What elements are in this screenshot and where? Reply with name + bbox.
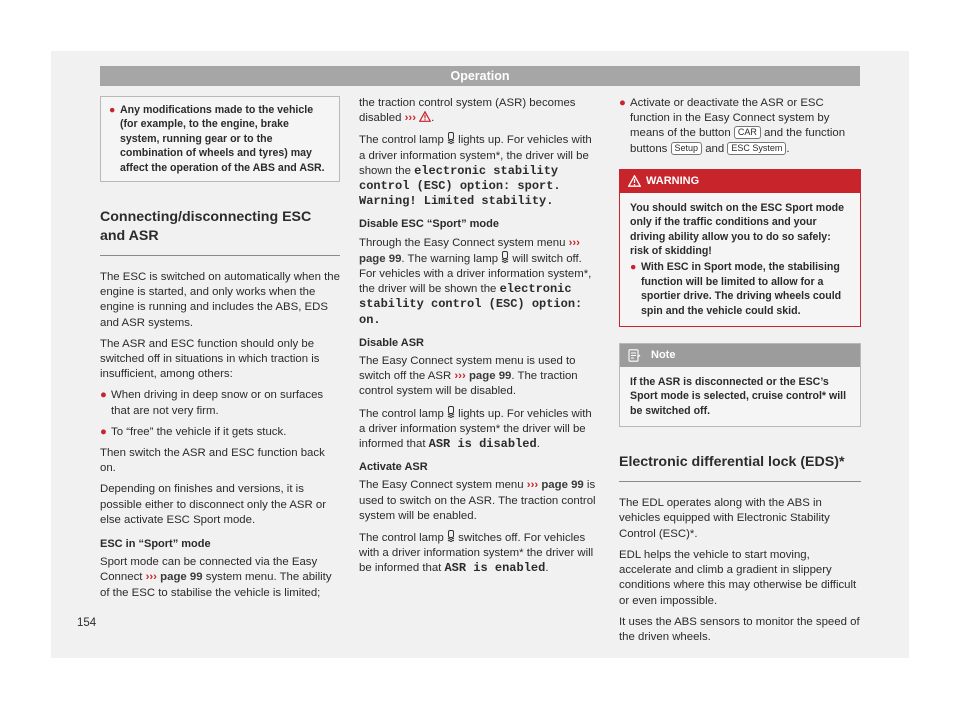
note-box xyxy=(619,343,861,427)
text: Activate or deactivate the ASR or ESC function in the Easy Connect system by means of the button xyxy=(630,97,830,140)
warning-bullet-text: With ESC in Sport mode, the stabilising function will be limited to allow for a sportier drive. The driving wheels could spin and the vehicle could skid. xyxy=(641,261,842,317)
text: the traction control system (ASR) becomes disabled xyxy=(359,97,576,125)
warning-body xyxy=(620,193,860,326)
paragraph xyxy=(359,478,601,524)
reference-page: page 99 xyxy=(359,252,402,265)
paragraph: The ASR and ESC function should only be switched off in situations in which traction is insufficient, among others: xyxy=(100,337,320,381)
text: Sport mode can be connected via the Easy Connect xyxy=(100,556,318,584)
text: The control lamp xyxy=(359,134,447,147)
column-2 xyxy=(359,96,601,583)
page-header xyxy=(100,66,860,86)
display-message: ASR is enabled xyxy=(444,561,546,576)
text: The control lamp xyxy=(359,407,447,420)
subheading: Disable ESC “Sport” mode xyxy=(359,218,499,231)
bullet-icon: ● xyxy=(630,261,637,274)
text: lights up. For vehicles with a driver information system* the driver will be informed that xyxy=(359,407,592,451)
esc-lamp-icon xyxy=(447,530,455,542)
paragraph: EDL helps the vehicle to start moving, accelerate and climb a gradient in slippery conditions where this may otherwise be difficult or even impossible. xyxy=(619,548,857,607)
note-text: If the ASR is disconnected or the ESC’s Sport mode is selected, cruise control* will be switched off. xyxy=(630,376,847,417)
paragraph: Then switch the ASR and ESC function back on. xyxy=(100,447,325,475)
subheading: Disable ASR xyxy=(359,336,425,349)
text: lights up. For vehicles with a driver information system*, the driver will be shown the xyxy=(359,134,592,177)
text: The Easy Connect system menu is used to switch off the ASR xyxy=(359,355,576,383)
reference-arrow-icon: ››› xyxy=(404,112,416,125)
text: . The traction control system will be disabled. xyxy=(359,370,578,398)
bullet-icon: ● xyxy=(100,389,107,402)
warning-title: WARNING xyxy=(646,174,700,187)
column-1 xyxy=(100,96,340,607)
note-body xyxy=(620,367,860,426)
text: . xyxy=(786,142,790,155)
list-item-text: To “free” the vehicle if it gets stuck. xyxy=(111,425,287,438)
reference-arrow-icon: ››› xyxy=(454,370,466,383)
note-title: Note xyxy=(651,349,676,362)
paragraph: The EDL operates along with the ABS in vehicles equipped with Electronic Stability Control (ESC)*. xyxy=(619,497,830,540)
esc-lamp-icon xyxy=(447,406,455,418)
text: Through the Easy Connect system menu xyxy=(359,236,569,249)
paragraph: the traction control system (ASR) becomes disabled ››› . xyxy=(359,97,576,125)
text: system menu. The ability of the ESC to stabilise the vehicle is limited; xyxy=(100,571,332,599)
warning-triangle-icon xyxy=(628,175,641,187)
display-message: electronic stability control (ESC) option: sport. Warning! Limited stability. xyxy=(359,163,561,209)
section-title: Operation xyxy=(450,69,510,83)
text: . xyxy=(536,438,540,451)
reference-arrow-icon: ››› xyxy=(568,236,580,249)
subheading: Activate ASR xyxy=(359,461,428,474)
column-3 xyxy=(619,96,861,651)
setup-key[interactable]: Setup xyxy=(671,142,703,155)
bullet-icon: ● xyxy=(109,104,116,116)
warning-box xyxy=(619,169,861,327)
text: . xyxy=(545,562,549,575)
list-item-text: When driving in deep snow or on surfaces that are not very firm. xyxy=(111,389,324,417)
display-message: electronic stability control (ESC) option: on. xyxy=(359,282,583,327)
reference-arrow-icon: ››› xyxy=(145,571,157,584)
display-message: ASR is disabled xyxy=(428,437,537,452)
page-reference-link[interactable] xyxy=(454,370,511,382)
text: and the function buttons xyxy=(630,127,846,155)
list-item-text xyxy=(630,96,861,157)
paragraph xyxy=(359,236,601,328)
page-reference-link[interactable] xyxy=(146,571,203,583)
section-heading: Connecting/disconnecting ESC and ASR xyxy=(100,208,340,256)
paragraph: It uses the ABS sensors to monitor the speed of the driven wheels. xyxy=(619,615,860,643)
section-heading: Electronic differential lock (EDS)* xyxy=(619,453,861,482)
text: The Easy Connect system menu xyxy=(359,479,527,492)
notice-text: Any modifications made to the vehicle (for example, to the engine, brake system, running gear or to the combination of wheels and tyres) may affect the operation of the ABS and ASR. xyxy=(120,104,325,174)
text: switches off. For vehicles with a driver information system* the driver will be informed that xyxy=(359,532,594,575)
reference-page: page 99 xyxy=(160,571,203,584)
paragraph: Depending on finishes and versions, it is possible either to disconnect only the ASR or else activate ESC Sport mode. xyxy=(100,483,327,526)
reference-page: page 99 xyxy=(541,479,584,492)
list-item xyxy=(100,388,340,418)
subheading: ESC in “Sport” mode xyxy=(100,538,211,551)
paragraph xyxy=(100,555,340,601)
text: . The warning lamp xyxy=(401,252,502,265)
paragraph xyxy=(359,530,601,577)
warning-reference-link[interactable] xyxy=(405,112,432,124)
paragraph xyxy=(359,132,601,209)
notice-bullet xyxy=(109,103,331,175)
esc-system-key[interactable]: ESC System xyxy=(727,142,786,155)
paragraph xyxy=(359,406,601,453)
text: and xyxy=(702,142,728,155)
list-item xyxy=(619,96,861,157)
paragraph xyxy=(359,354,601,400)
note-icon xyxy=(628,349,641,362)
text: The control lamp xyxy=(359,532,447,545)
page-number: 154 xyxy=(77,617,97,629)
bullet-icon: ● xyxy=(100,425,107,438)
text: will switch off. For vehicles with a driver information system*, the driver will be shown the xyxy=(359,252,592,296)
warning-text: You should switch on the ESC Sport mode only if the traffic conditions and your driving ability allow you to do so safely: risk of skidding! xyxy=(630,201,845,258)
paragraph: The ESC is switched on automatically when the engine is started, and only works when the engine is running and includes the ABS, EDS and ASR systems. xyxy=(100,271,340,329)
list-item xyxy=(100,425,340,440)
warning-triangle-icon xyxy=(419,111,431,122)
page-reference-link[interactable] xyxy=(527,479,584,491)
reference-arrow-icon: ››› xyxy=(526,479,539,492)
reference-page: page 99 xyxy=(468,370,512,383)
notice-box xyxy=(100,96,340,182)
esc-lamp-icon xyxy=(447,132,455,144)
warning-header xyxy=(620,170,860,193)
car-key[interactable]: CAR xyxy=(734,126,761,139)
warning-bullet xyxy=(630,260,850,318)
note-header xyxy=(620,344,860,367)
bullet-icon: ● xyxy=(619,97,626,109)
text: is used to switch on the ASR. The traction control system will be enabled. xyxy=(359,479,596,522)
